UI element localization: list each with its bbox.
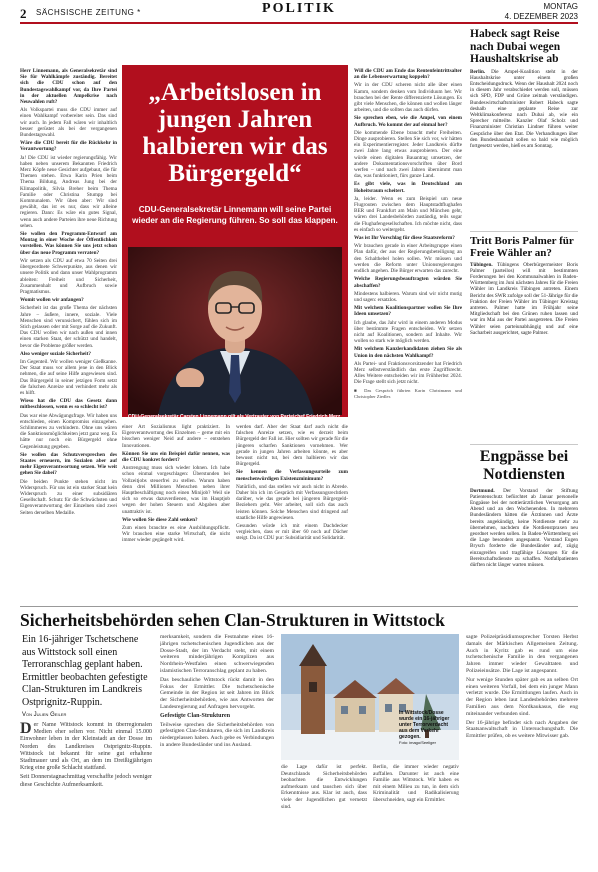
bottom-article-headline: Sicherheitsbehörden sehen Clan-Strukturen in Wittstock [20,610,445,630]
bottom-column-3 [281,764,367,868]
body-text: Im Gegenteil. Wir wollen weniger Gießkanne. Der Staat muss vor allem jene in den Blick nehmen, die auf seine Hilfe angewiesen sind. Das Bürgergeld in seiner jetzigen Form setzt die falschen Anreize und verhindert mehr als es hilft. [20,358,117,396]
page-header [0,0,598,30]
body-text: Sicherheit ist das große Thema der nächsten Jahre – äußere, innere, soziale. Viele Menschen sind verunsichert, fühlen sich im Stich gelassen oder mit Sorge auf die Zukunft. Das CDU wollen wir nach außen und innen einen starken Staat, der schützt und handelt, bevor die Probleme größer werden. [20,305,117,349]
divider [470,444,578,445]
section-title: POLITIK [262,1,336,16]
article-body-palmer: Tübingen. Tübingens Oberbürgermeister Boris Palmer (parteilos) will mit bestimmten Forderungen bei den Kommunalwahlen in Baden-Württemberg im Juni nächsten Jahres für die Freien Wähler im Landkreis Tübingen antreten. Einem Bericht des SWR zufolge soll der 51-Jährige für die Fraktion der Freien Wähler im Tübinger Kreistag antreten. Palmer hatte im Frühjahr seine Mitgliedschaft bei den Grünen ruhen lassen und war im Mai aus der Partei ausgetreten. Die Freien Wähler seien parteiunabhängig und auf eine Sacharbeit ausgerichtet, sagte Palmer. [470,261,578,336]
body-text: Ich glaube, das Jahr wird in einem anderen Modus über bestimmte Fragen entscheiden. Wir setzen nicht auf Koalitionen, sondern auf Inhalte. Wir wollen so stark wie möglich werden. [354,319,462,345]
body-text: Wir setzen als CDU auf etwa 70 Seiten drei übergeordnete Schwerpunkte, aus denen wir unsere Politik und dann unser Wahlprogramm ableiten: Freiheit und Sicherheit, Zusammenhalt und Aufbruch sowie Pragmatismus. [20,257,117,295]
interview-question: Sie wollen das Schutzversprechen des Staates erneuern, im Sozialen aber auf mehr Eigenverantwortung setzen. Wie weit gehen Sie dabei? [20,451,117,477]
article-headline-palmer: Tritt Boris Palmer für Freie Wähler an? [470,234,574,259]
interview-question: Wie wollen Sie diese Zahl senken? [122,516,198,523]
portrait-photo [128,247,342,415]
town-photo-caption-text: In Wittstock/Dosse wurde ein 16-jähriger unter Terrorverdacht aus dem Verkehr gezogen. [399,710,450,740]
bottom-column-4 [373,764,459,868]
body-text: Teilweise sprechen die Sicherheitsbehörden von gefestigten Clan-Strukturen, die sich im Landkreis niedergelassen haben. Auch gebe es Verbindungen in andere Bundesländer und ins Ausland. [160,721,274,748]
interview-question: Sie kennen die Verfassungsurteile zum menschenwürdigen Existenzminimum? [236,469,348,482]
article-headline-notdienste: Engpässe bei Notdiensten [479,447,569,483]
body-text: Die kommende Ebene braucht mehr Freiheiten. Dinge ausprobieren. Stellen Sie sich vor, wir hätten ein Experimentierregister. Jeder Landkreis dürfte zwei Jahre lang etwas ausprobieren. Der eine würde einen digitalen Bauantrag umsetzen, der andere Dokumentationsvorschriften über Bord werfen – und nach zwei Jahren übernimmt man das, was funktioniert, fürs ganze Land. [354,129,462,180]
byline [22,712,66,718]
photo-caption-text: CDU-Generalsekretär Carsten Linnemann gilt als Vertrauter von Parteichef Friedrich Merz. [128,414,342,420]
body-text: sagte Polizeipräsidiumssprecher Torsten Herbst damals der Märkischen Allgemeinen Zeitung. Auch in Kyritz gab es rund um eine tschetschenische Familie in den vergangenen Jahren immer wieder Gewalttaten und Polizeieinsätze. Die Lage ist angespannt. [466,634,578,674]
body-text: merksamkeit, sondern die Festnahme eines 16-jährigen tschetschenischen Jugendlichen aus der Dosse-Stadt, der im Verdacht steht, mit einem weiteren minderjährigen Komplizen aus Nordrhein-Westfalen einen schwerwiegenden islamistischen Terroranschlag geplant zu haben. [160,634,274,674]
body-text: Der Name Wittstock kommt in überregionalen Medien eher selten vor. Nicht einmal 15.000 Einwohner leben in der Kleinstadt an der Dosse im Norden des Landkreises Ostprignitz-Ruppin. Wittstock ist bekannt für seine gut erhaltene Stadtmauer und als Ort, an dem im Dreißigjährigen Krieg eine große Schlacht stattfand. [20,722,152,772]
issue-date-text: 4. DEZEMBER 2023 [504,12,578,21]
body-text: einer Art Sozialismus light praktiziert. In Eigenverantwortung des Einzelnen – gerne mit ein bisschen weniger Neid auf andere – entstehen Innovationen. [122,424,230,449]
interviewers-note: ■ Das Gespräch führten Karin Christmann und Christopher Ziedler. [354,387,462,399]
interview-headline-box [122,65,348,425]
section-divider [20,606,578,607]
right-news-column [470,28,578,608]
body-text: die Lage dafür ist perfekt. Deutschlands Sicherheitsbehörden beobachten die Entwicklungen aufmerksam und tauschen sich über Erkenntnisse aus. Klar ist auch, dass viele der Jugendlichen gut vernetzt sind. [281,764,367,810]
body-text: Seit Donnerstagnachmittag verschaffte jedoch weniger diese Geschichte Aufmerksamkeit. [20,774,152,788]
body-text: Das beschauliche Wittstock rückt damit in den Fokus der Ermittler. Die tschetschenische Gemeinde in der Region ist seit Jahren im Blick der Sicherheitsbehörden, wie aus Antworten der Landesregierung auf Anfragen hervorgeht. [160,676,274,710]
article-body-notdienste: Dortmund. Der Vorstand der Stiftung Patientenschutz befürchtet ab Januar personelle Engpässe bei der nottierärztlichen Versorgung am Abend und an den Wochenenden. In mehreren Bundesländern hätten die Ärztinnen und Ärzte bereits angekündigt, keine Notdienste mehr zu übernehmen, nachdem die Notdienstpraxen neu geordnet werden sollen. In Baden-Württemberg sei die Lage besonders angespannt. Vorstand Eugen Brysch forderte die Bundesländer auf, zügig einzugreifen und tragfähige Lösungen für die Bereitschaftsdienste zu schaffen. Notfallpatienten dürften nicht länger warten müssen. [470,487,578,568]
interview-question: Sie sprechen eben, wie die Ampel, von einem Aufbruch. Wo kommt der auf einmal her? [354,115,462,128]
byline-text: Von Julien Geiler [22,712,67,718]
interview-question: Können Sie uns ein Beispiel dafür nennen, was die CDU konkret fordert? [122,450,230,464]
issue-weekday: MONTAG [543,2,578,11]
body-text: Der 16-jährige befindet sich nach Angaben der Staatsanwaltschaft in Untersuchungshaft. Die Ermittler prüfen, ob es weitere Mitwisser gab. [466,719,578,740]
dateline: Tübingen. [470,261,493,268]
interview-column-3 [236,424,348,606]
interview-question: Sie wollen den Programm-Entwurf am Montag in einer Woche der Öffentlichkeit vorstellen. Was können Sie uns jetzt schon über das neue Programm verraten? [20,231,117,256]
header-rule [20,22,578,24]
body-text: Ja! Die CDU ist wieder regierungsfähig. Wir haben neben unserem Bekannten Friedrich Merz Köpfe neue Gesichter aufgebaut, die für Themen stehen. Etwa Karin Prien beim Thema Bildung, Andreas Jung bei der Klimapolitik, Silvia Breher beim Thema Familie oder Christina Stumpp bei Kommunalem. Wir üben aber: Wir sind gewählt, das ist es nur, dass wir alleine regieren. Dann: Es wäre ein gutes Signal, wenn auch andere Parteien ihre neue Richtung sehen. [20,154,117,229]
town-photo-credit: Foto: imago/Seeliger [399,740,436,745]
body-text: Als Volkspartei muss die CDU immer auf einen Wahlkampf vorbereitet sein. Das sind wir auch. In jedem Fall wären wir inhaltlich besser gerüstet als bei der vergangenen Bundestagswahl. [20,107,117,139]
interview-question: Womit wollen wir anfangen? [20,297,84,304]
interview-question: Wieso hat die CDU das Gesetz dann mitbeschlossen, wenn es so schlecht ist? [20,398,117,411]
bottom-column-1 [20,722,152,867]
dateline: Dortmund. [470,487,495,494]
body-text: Natürlich, und das stellen wir auch nicht in Abrede. Daher bin ich im Gespräch mit Verfassungsrechtlern darüber, wie das gerade bei jüngeren Bürgergeld-Beziehern geht. Wer arbeitet, soll sich das auch leisten können. Solche Menschen sind dringend auf staatliche Hilfe angewiesen. [236,483,348,521]
body-text: Wir brauchen gerade in einer Arbeitsgruppe einen Plan dafür, der aus der Regierungsbeteiligung an den Schalthebel holen sollen. Wir müssen und werden die Reform unter Unionsregierungen endlich angehen. Die Bürger erwarten das zurecht. [354,243,462,275]
body-text: Mindestens halbieren. Warum sind wir nicht mutig und sagen: ersatzlos. [354,290,462,303]
interview-headline: „Arbeitslosen in jungen Jahren halbieren wir das Bürgergeld“ [142,79,328,187]
portrait-illustration [128,247,342,415]
interview-column-4 [354,68,462,608]
dateline: Berlin. [470,68,486,75]
town-photo-caption [399,710,455,746]
interview-question: Welche Regierungsbeauftragten würden Sie abschaffen? [354,276,462,289]
interview-question: Mit welchem Kanzlerkandidaten ziehen Sie als Union in den nächsten Wahlkampf? [354,346,462,359]
bottom-column-5 [466,634,578,868]
body-text: Das war eine Abwägungsfrage. Wir haben uns entschieden, einen Kompromiss einzugehen. Schlimmeres zu verhindern. Ohne uns wären die Sanktionsmöglichkeiten jetzt ganz weg. Es hätte nur noch ein Bürgergeld ohne Gegenleistung gegeben. [20,412,117,450]
article-headline-habeck: Habeck sagt Reise nach Dubai wegen Haushaltskrise ab [470,28,561,65]
town-photo [281,634,459,760]
interview-column-1 [20,68,117,608]
interview-question: Also weniger soziale Sicherheit? [20,350,91,357]
interview-column-2 [122,424,230,606]
issue-date [505,2,578,22]
photo-credit: Foto: dpa [325,420,342,425]
article-body-habeck: Berlin. Die Ampel-Koalition steht in der Haushaltskrise unter einem großen Entscheidungsdruck. Wenn der Haushalt 2024 noch in diesem Jahr verabschiedet werden soll, müssen sich SPD, FDP und Grüne zeitnah verständigen. Bundeswirtschaftsminister Robert Habeck sagte deshalb eine geplante Reise zur Weltklimakonferenz nach Dubai ab, wie ein Sprecher mitteilte. Kanzler Olaf Scholz und Finanzminister Christian Lindner führen weiter Gespräche über den Etat. Die Verhandlungen über den Bundeshaushalt sollen so bald wie möglich fortgesetzt werden, hieß es am Sonntag. [470,68,578,149]
body-text: Als Partei- und Fraktionsvorsitzender hat Friedrich Merz selbstverständlich das erste Zugriffsrecht. Alles Weitere entscheiden wir im Frühherbst 2024. Die Frage stellt sich jetzt nicht. [354,360,462,386]
body-text: Berlin, die immer wieder negativ auffallen. Darunter ist auch eine Familie aus Wittstock. Wir haben es mit einem Milieu zu tun, in dem sich Kriminalität und Radikalisierung überschneiden, sagt ein Ermittler. [373,764,459,803]
interview-question: Es gibt viele, was in Deutschland am Hoheitsraum scheitert. [354,181,462,194]
interview-question: Wäre die CDU bereit für die Rückkehr in Verantwortung? [20,140,117,153]
interviewers-text: Das Gespräch führten Karin Christmann und Christopher Ziedler. [354,387,462,399]
subheading: Gefestigte Clan-Strukturen [160,712,231,719]
interview-question: Was ist Ihr Vorschlag für diese Staatsreform? [354,235,455,242]
interview-question: Herr Linnemann, als Generalsekretär sind Sie für Wahlkämpfe zuständig. Bereitet sich die CDU schon auf den Bundestagswahlkampf vor, da Ihre Partei in der aktuellen Ampelkrise nach Neuwahlen ruft? [20,68,117,106]
bottom-column-2 [160,634,274,866]
interview-question: Mit welchem Koalitionspartner wollen Sie Ihre Ideen umsetzen? [354,305,462,318]
interview-subheadline: CDU-Generalsekretär Linnemann will seine Partei wieder an die Regierung führen. So soll das klappen. [132,205,338,225]
body-text: Gesunden würde ich mit einem Dachdecker vergleichen, dass er mit über 60 noch auf Dächer steigt. Da ist CDU pur: Subsidiarität und Solidarität. [236,523,348,542]
body-text: Zum einen brauchte es eine Ausbildungspflicht. Wir brauchen eine starke Wirtschaft, die nicht immer wieder gegängelt wird. [122,525,230,544]
bottom-article-teaser: Ein 16-jähriger Tschetschene aus Wittstock soll einen Terroranschlag geplant haben. Ermittler beobachten gefestigte Clan-Strukturen im Landkreis Ostprignitz-Ruppin. [22,634,148,708]
body-text: Ja, leider. Wenn es zum Beispiel um neue Flugrouten zwischen dem Hauptstadtflughafen BER und Frankfurt am Main und München geht, wären drei Landesbehörden zuständig, teils sogar die Flughafengesellschaften. Ich möchte nicht, dass es einfach so weitergeht. [354,195,462,233]
body-text: Die beiden Punkte stehen nicht im Widerspruch. Für uns ist ein starker Staat kein Widerspruch zu einer subsidiären Gesellschaft. Schutz für die Schwächsten und Eigenverantwortung der Einzelnen sind zwei Seiten derselben Medaille. [20,478,117,516]
interview-question: Will die CDU am Ende das Rentenfeintrittsalter an die Lebenserwartung koppeln? [354,68,462,81]
newspaper-name: SÄCHSISCHE ZEITUNG * [36,8,141,17]
page-number: 2 [20,6,27,21]
body-text: Wir in der CDU scheren nicht alle über einen Kamm, sondern denken vom Individuum her. Wir brauchen bei der Rente differenzierte Lösungen. Es gibt viele Menschen, die können und wollen länger arbeiten, und die sollten das auch dürfen. [354,82,462,114]
body-text: Nur wenige Stunden später gab es an selben Ort einen weiteren Vorfall, bei dem ein junger Mann verletzt wurde. Die Ermittlungen laufen. Auch in der Region leben laut Landesbehörden mehrere Familien aus dem Nordkaukasus, die eng miteinander verbunden sind. [466,676,578,717]
body-text: werden darf. Aber der Staat darf auch nicht die falschen Anreize setzen, wie es derzeit beim Bürgergeld der Fall ist. Hier sollten wir gerade für die jüngeren scharfen Sanktionen vornehmen. Wer gerade in jungen Jahren arbeiten könnte, es aber bewusst nicht tut, bei dem halbieren wir das Bürgergeld. [236,424,348,468]
divider [470,231,578,232]
body-text: Anstrengung muss sich wieder lohnen. Ich habe schon einmal vorgeschlagen: Überstunden bei Vollzeitjobs steuerfrei zu stellen. Warum haben denn drei Millionen Menschen neben ihrer Hauptbeschäftigung noch einen Minijob? Weil sie sich so etwas dazuverdienen, was im Hauptjob wegen der hohen Steuern und Abgaben aber unattraktiv ist. [122,465,230,515]
